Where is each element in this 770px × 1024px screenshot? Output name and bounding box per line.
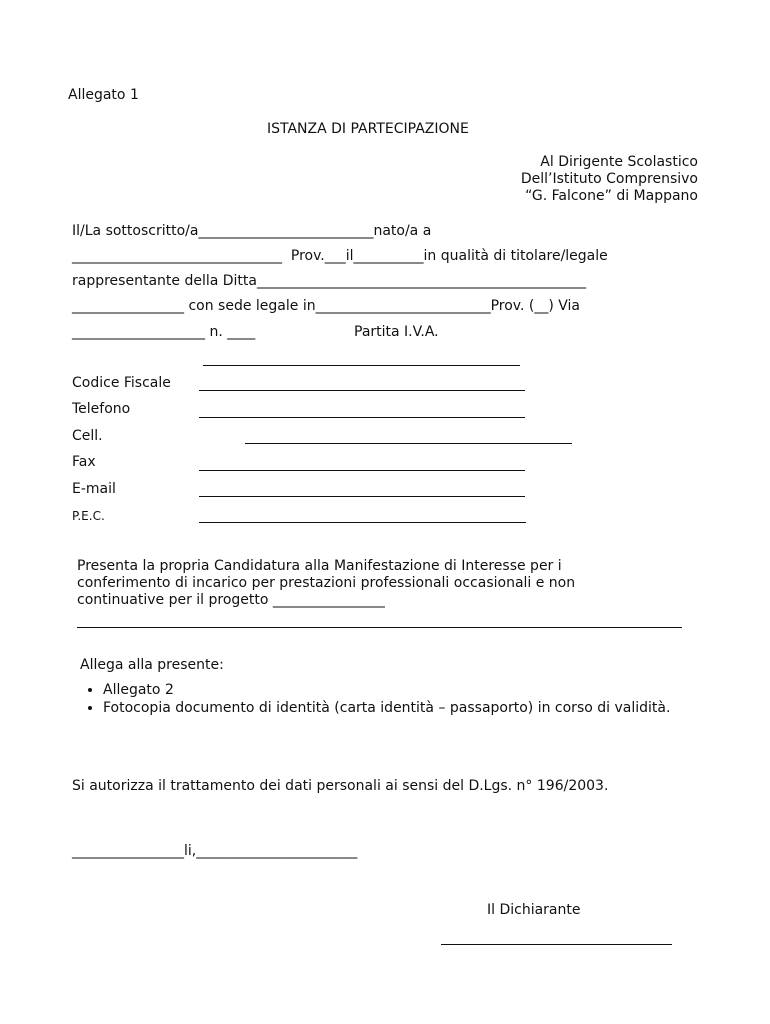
attachment-label: Allegato 1 — [68, 87, 139, 103]
declarant-company-line: rappresentante della Ditta_______________________________________________ — [72, 273, 586, 289]
document-title: ISTANZA DI PARTECIPAZIONE — [267, 121, 469, 137]
signature-label: Il Dichiarante — [487, 902, 581, 918]
privacy-consent: Si autorizza il trattamento dei dati personali ai sensi del D.Lgs. n° 196/2003. — [72, 778, 609, 794]
place-date-line: ________________li,_______________________ — [72, 843, 358, 859]
vat-label: Partita I.V.A. — [354, 324, 439, 340]
fiscal-code-field-line — [199, 390, 525, 391]
list-item: • Fotocopia documento di identità (carta identità – passaporto) in corso di validità. — [103, 700, 703, 717]
fiscal-code-label: Codice Fiscale — [72, 375, 171, 391]
attachments-list — [80, 682, 703, 718]
application-text-line: Presenta la propria Candidatura alla Manifestazione di Interesse per i — [77, 558, 562, 574]
signature-line — [441, 944, 672, 945]
phone-label: Telefono — [72, 401, 131, 417]
phone-field-line — [199, 417, 525, 418]
recipient-line: Dell’Istituto Comprensivo — [520, 171, 698, 187]
declarant-number-line: ___________________ n. ____ — [72, 324, 256, 340]
pec-field-line — [199, 522, 526, 523]
application-text-line: continuative per il progetto ________________ — [77, 592, 385, 608]
recipient-line: Al Dirigente Scolastico — [540, 154, 698, 170]
mobile-label: Cell. — [72, 428, 103, 444]
recipient-line: “G. Falcone” di Mappano — [525, 188, 698, 204]
project-field-line — [77, 627, 682, 628]
pec-label: P.E.C. — [72, 509, 105, 523]
fax-label: Fax — [72, 454, 96, 470]
declarant-birth-line: ______________________________ Prov.___il__________in qualità di titolare/legale — [72, 248, 608, 264]
email-label: E-mail — [72, 481, 116, 497]
declarant-office-line: ________________ con sede legale in_________________________Prov. (__) Via — [72, 298, 580, 314]
fax-field-line — [199, 470, 525, 471]
vat-field-line — [203, 365, 520, 366]
mobile-field-line — [245, 443, 572, 444]
list-item: • Allegato 2 — [103, 682, 703, 699]
declarant-name-line: Il/La sottoscritto/a_________________________nato/a a — [72, 223, 432, 239]
attachments-intro: Allega alla presente: — [80, 657, 224, 673]
application-text-line: conferimento di incarico per prestazioni professionali occasionali e non — [77, 575, 576, 591]
email-field-line — [199, 496, 525, 497]
